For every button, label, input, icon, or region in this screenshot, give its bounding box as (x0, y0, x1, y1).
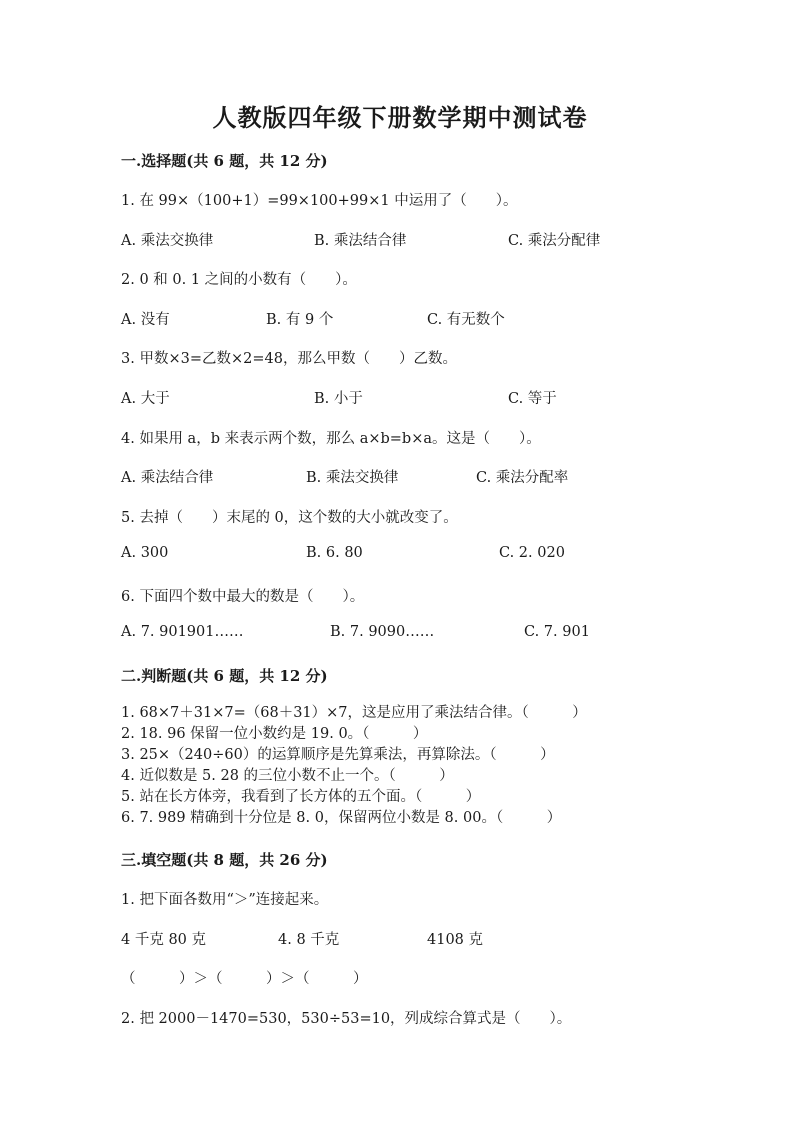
choice-option-6c: C. 7. 901 (524, 624, 590, 640)
fill-value-1: 4 千克 80 克 (121, 932, 207, 948)
choice-option-2a: A. 没有 (121, 312, 170, 328)
choice-question-4: 4. 如果用 a，b 来表示两个数，那么 a×b=b×a。这是（ ）。 (121, 431, 541, 447)
page-title: 人教版四年级下册数学期中测试卷 (212, 103, 588, 132)
section-heading-true-false: 二.判断题(共 6 题，共 12 分) (121, 667, 328, 685)
choice-question-5: 5. 去掉（ ）末尾的 0，这个数的大小就改变了。 (121, 510, 458, 526)
section-heading-fill-blank: 三.填空题(共 8 题，共 26 分) (121, 851, 328, 869)
choice-option-4a: A. 乘法结合律 (121, 470, 214, 486)
choice-option-3c: C. 等于 (508, 391, 557, 407)
choice-option-1c: C. 乘法分配律 (508, 233, 601, 249)
choice-option-4c: C. 乘法分配率 (476, 470, 569, 486)
fill-question-1: 1. 把下面各数用“＞”连接起来。 (121, 892, 329, 908)
choice-option-2c: C. 有无数个 (427, 312, 505, 328)
tf-item-1: 1. 68×7＋31×7=（68＋31）×7，这是应用了乘法结合律。（ ） (121, 705, 587, 721)
choice-option-5a: A. 300 (121, 545, 169, 561)
choice-option-3b: B. 小于 (314, 391, 363, 407)
choice-option-4b: B. 乘法交换律 (306, 470, 399, 486)
choice-question-3: 3. 甲数×3=乙数×2=48，那么甲数（ ）乙数。 (121, 351, 457, 367)
fill-blanks-1: （ ）＞（ ）＞（ ） (121, 971, 368, 987)
fill-value-2: 4. 8 千克 (278, 932, 340, 948)
choice-option-3a: A. 大于 (121, 391, 170, 407)
tf-item-6: 6. 7. 989 精确到十分位是 8. 0，保留两位小数是 8. 00。（ ） (121, 810, 562, 826)
choice-question-6: 6. 下面四个数中最大的数是（ ）。 (121, 589, 365, 605)
tf-item-5: 5. 站在长方体旁，我看到了长方体的五个面。（ ） (121, 789, 481, 805)
fill-value-3: 4108 克 (427, 932, 484, 948)
section-heading-choice: 一.选择题(共 6 题，共 12 分) (121, 152, 328, 170)
fill-question-2: 2. 把 2000－1470=530，530÷53=10，列成综合算式是（ ）。 (121, 1011, 572, 1027)
choice-question-2: 2. 0 和 0. 1 之间的小数有（ ）。 (121, 272, 357, 288)
choice-option-6a: A. 7. 901901…… (121, 624, 244, 640)
choice-option-5b: B. 6. 80 (306, 545, 363, 561)
tf-item-3: 3. 25×（240÷60）的运算顺序是先算乘法，再算除法。（ ） (121, 747, 555, 763)
choice-option-6b: B. 7. 9090…… (330, 624, 435, 640)
tf-item-2: 2. 18. 96 保留一位小数约是 19. 0。（ ） (121, 726, 428, 742)
tf-item-4: 4. 近似数是 5. 28 的三位小数不止一个。（ ） (121, 768, 454, 784)
choice-option-2b: B. 有 9 个 (266, 312, 334, 328)
choice-option-5c: C. 2. 020 (499, 545, 565, 561)
choice-option-1b: B. 乘法结合律 (314, 233, 407, 249)
choice-option-1a: A. 乘法交换律 (121, 233, 214, 249)
choice-question-1: 1. 在 99×（100+1）=99×100+99×1 中运用了（ ）。 (121, 193, 518, 209)
